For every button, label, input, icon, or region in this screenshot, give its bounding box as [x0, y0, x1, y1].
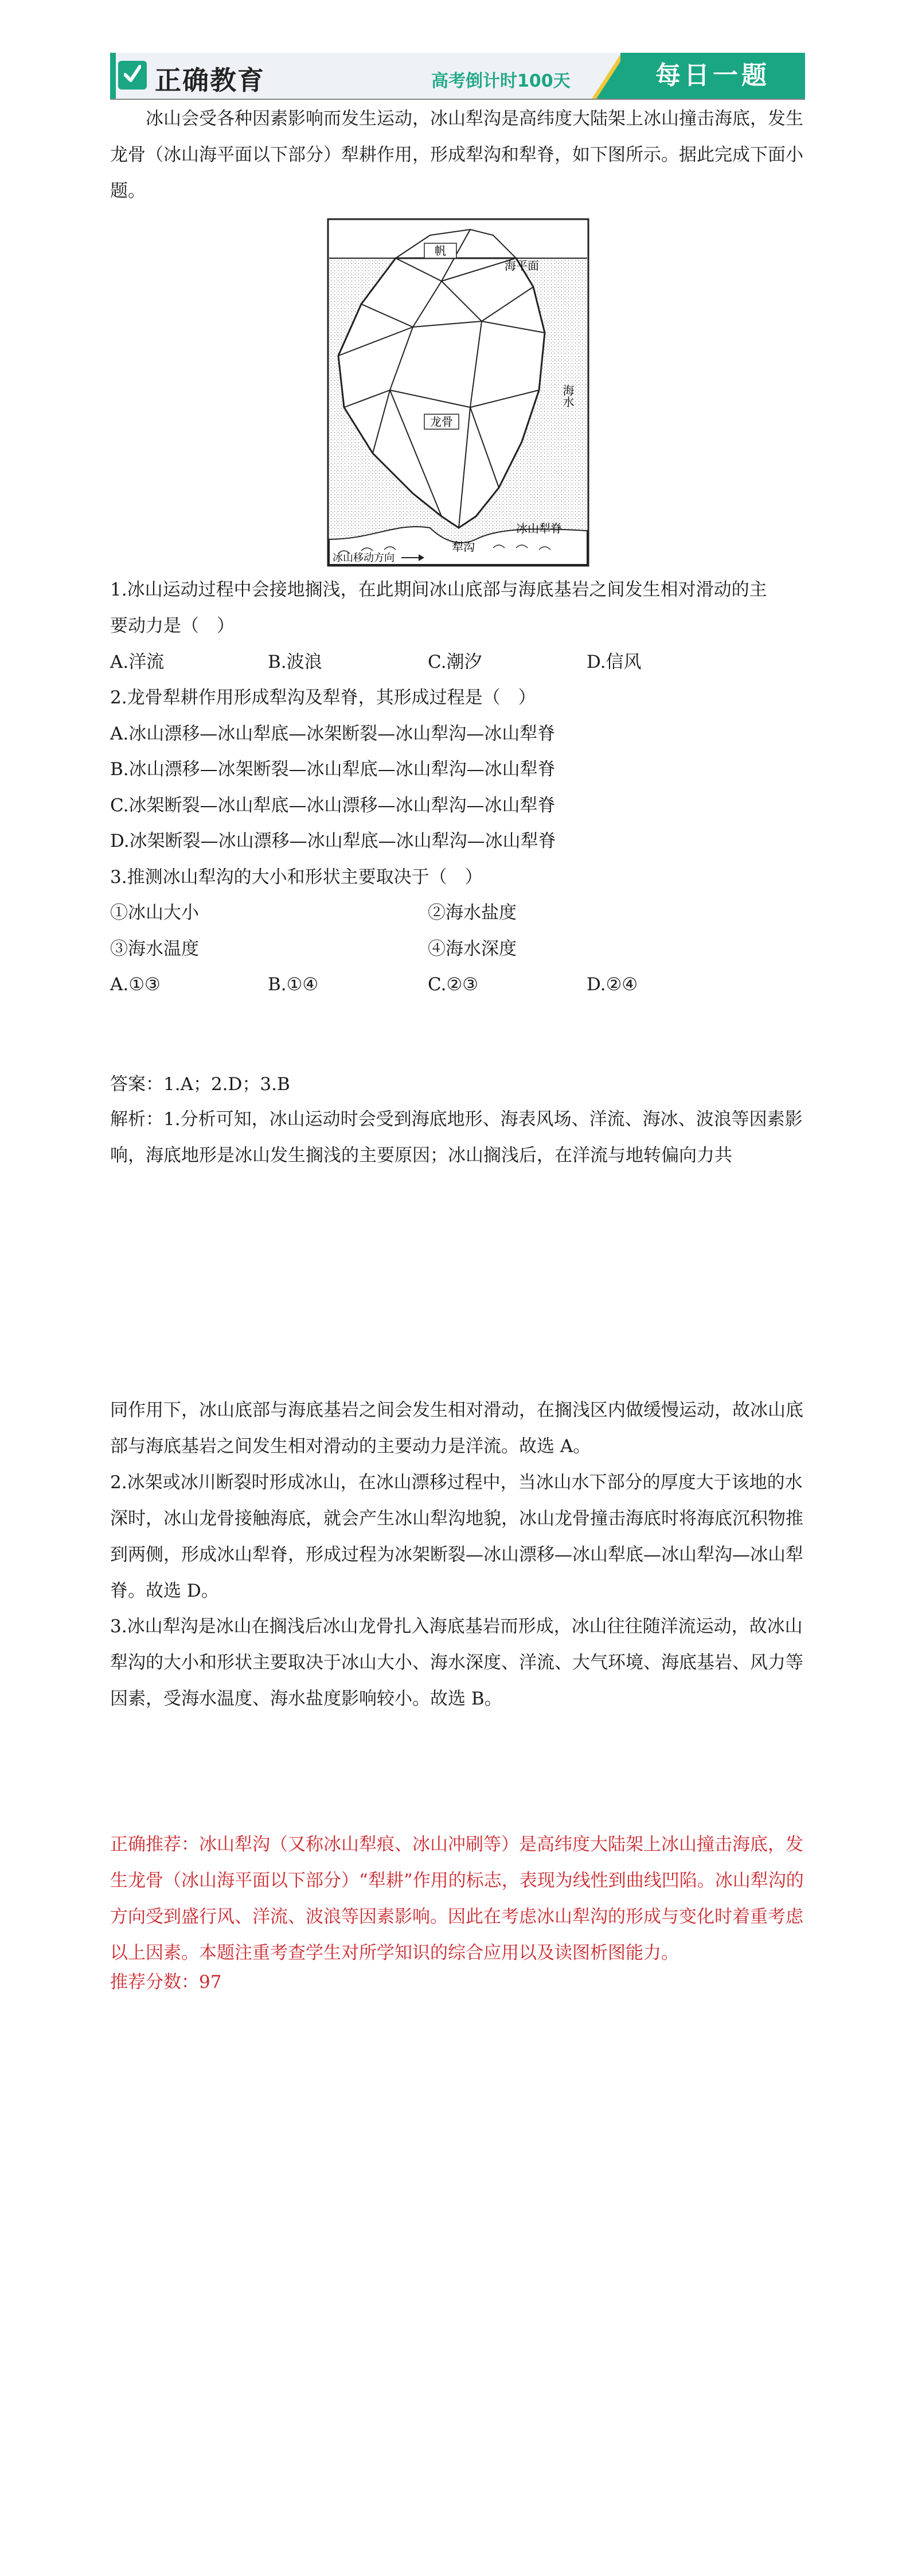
q3-item-1: ①冰山大小: [110, 902, 199, 923]
checkmark-icon: [124, 63, 141, 85]
q2-option-b: B.冰山漂移—冰架断裂—冰山犁底—冰山犁沟—冰山犁脊: [110, 759, 556, 780]
q3-item-2: ②海水盐度: [428, 902, 517, 923]
q1-stem-line2: 要动力是（ ）: [110, 616, 235, 636]
figure-label-seawater: 海水: [561, 384, 575, 407]
figure-label-top: 帆: [435, 244, 446, 258]
intro-paragraph: 冰山会受各种因素影响而发生运动，冰山犁沟是高纬度大陆架上冰山撞击海底，发生龙骨（冰山海平面以下部分）犁耕作用，形成犁沟和犁脊，如下图所示。据此完成下面小题。: [110, 108, 803, 201]
recommend-score: 推荐分数：97: [110, 1972, 222, 1993]
q2-stem: 2.龙骨犁耕作用形成犁沟及犁脊，其形成过程是（ ）: [110, 687, 536, 708]
q2-option-d: D.冰架断裂—冰山漂移—冰山犁底—冰山犁沟—冰山犁脊: [110, 831, 556, 851]
figure-label-sea-level: 海平面: [505, 259, 539, 273]
brand-name: 正确教育: [155, 65, 265, 96]
q1-option-d: D.信风: [587, 652, 642, 672]
banner-accent-bar: [110, 53, 116, 99]
recommendation: 正确推荐：冰山犁沟（又称冰山犁痕、冰山冲刷等）是高纬度大陆架上冰山撞击海底，发生龙骨（冰山海平面以下部分）“犁耕”作用的标志，表现为线性到曲线凹陷。冰山犁沟的方向受到盛行风、洋流、波浪等因素影响。因此在考虑冰山犁沟的形成与变化时着重考虑以上因素。本题注重考查学生对所学知识的综合应用以及读图析图能力。: [110, 1834, 804, 1963]
figure-label-direction: 冰山移动方向: [333, 552, 395, 564]
q3-option-c: C.②③: [428, 974, 479, 995]
q1-option-b: B.波浪: [268, 652, 322, 672]
q3-item-4: ④海水深度: [428, 939, 517, 959]
header-banner: [110, 53, 805, 99]
iceberg-diagram: [327, 218, 589, 567]
q3-option-a: A.①③: [110, 974, 161, 995]
figure-label-keel: 龙骨: [430, 415, 453, 429]
q1-option-c: C.潮汐: [428, 652, 482, 672]
analysis-part1: 解析：1.分析可知，冰山运动时会受到海底地形、海表风场、洋流、海冰、波浪等因素影响，海底地形是冰山发生搁浅的主要原因；冰山搁浅后，在洋流与地转偏向力共: [110, 1109, 803, 1166]
q1-stem-line1: 1.冰山运动过程中会接地搁浅，在此期间冰山底部与海底基岩之间发生相对滑动的主: [110, 579, 767, 600]
q3-item-3: ③海水温度: [110, 939, 199, 959]
daily-question-label: 每日一题: [620, 53, 805, 99]
figure-label-furrow: 犁沟: [452, 540, 475, 554]
header-divider: [110, 99, 805, 100]
q2-option-c: C.冰架断裂—冰山犁底—冰山漂移—冰山犁沟—冰山犁脊: [110, 795, 556, 816]
q3-option-d: D.②④: [587, 974, 638, 995]
answer-line: 答案：1.A；2.D；3.B: [110, 1074, 290, 1095]
analysis-q2: 2.冰架或冰川断裂时形成冰山，在冰山漂移过程中，当冰山水下部分的厚度大于该地的水深时，冰山龙骨接触海底，就会产生冰山犁沟地貌，冰山龙骨撞击海底时将海底沉积物推到两侧，形成冰山犁脊，形成过程为冰架断裂—冰山漂移—冰山犁底—冰山犁沟—冰山犁脊。故选 D。: [110, 1472, 803, 1601]
q1-option-a: A.洋流: [110, 652, 165, 672]
analysis-q3: 3.冰山犁沟是冰山在搁浅后冰山龙骨扎入海底基岩而形成，冰山往往随洋流运动，故冰山犁沟的大小和形状主要取决于冰山大小、海水深度、洋流、大气环境、海底基岩、风力等因素，受海水温度、海水盐度影响较小。故选 B。: [110, 1616, 803, 1709]
analysis-part2: 同作用下，冰山底部与海底基岩之间会发生相对滑动，在搁浅区内做缓慢运动，故冰山底部与海底基岩之间发生相对滑动的主要动力是洋流。故选 A。: [110, 1400, 803, 1457]
figure-label-ridge: 冰山犁脊: [516, 522, 562, 535]
q3-stem: 3.推测冰山犁沟的大小和形状主要取决于（ ）: [110, 867, 483, 888]
exam-countdown: 高考倒计时100天: [431, 71, 571, 91]
q2-option-a: A.冰山漂移—冰山犁底—冰架断裂—冰山犁沟—冰山犁脊: [110, 723, 556, 744]
q3-option-b: B.①④: [268, 974, 319, 995]
